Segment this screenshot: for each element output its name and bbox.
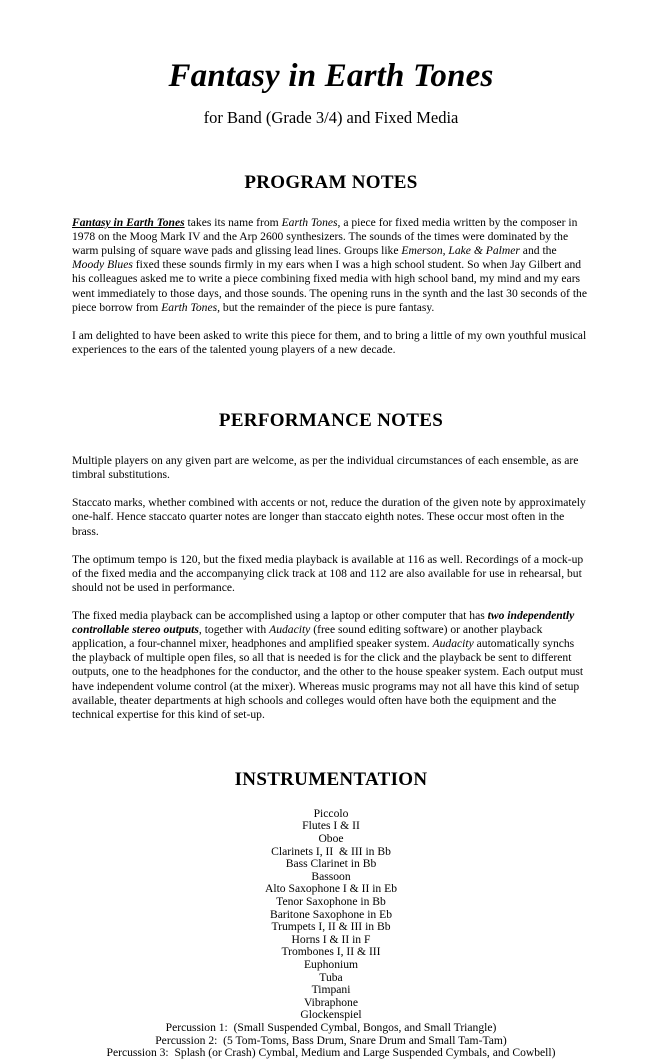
instrumentation-item: Bassoon — [311, 869, 351, 883]
instrumentation-item: Bass Clarinet in Bb — [285, 857, 377, 871]
text-run: and the — [519, 244, 557, 258]
instrumentation-item: Percussion 3: Splash (or Crash) Cymbal, Medium and Large Suspended Cymbals, and Cowbell) — [106, 1046, 556, 1060]
instrumentation-item: Glockenspiel — [300, 1008, 362, 1022]
program-notes-paragraph-2: I am delighted to have been asked to write this piece for them, and to bring a little of my own youthful musical experiences to the ears of the talented young players of a new decade. — [72, 328, 587, 356]
work-title-inline: Fantasy in Earth Tones — [72, 216, 185, 230]
instrumentation-item: Tenor Saxophone in Bb — [276, 894, 386, 908]
text-run-bold-italic: two independently controllable stereo outputs — [72, 609, 575, 637]
section-heading-program-notes: PROGRAM NOTES — [244, 172, 418, 194]
text-run-italic: Earth Tones — [281, 216, 338, 230]
performance-notes-paragraph-2: Staccato marks, whether combined with accents or not, reduce the duration of the given note by approximately one-half. Hence staccato quarter notes are longer than staccato eighth notes. These occur most often in the brass. — [72, 496, 586, 538]
text-run: fixed these sounds firmly in my ears when I was a high school student. So when Jay Gilbert and his colleagues asked me to write a piece combining fixed media with high school band, my mind and my ears went immediately to those days, and those sounds. The opening runs in the synth and the last 30 seconds of the piece borrow from — [72, 258, 587, 314]
text-run: The fixed media playback can be accomplished using a laptop or other computer that has — [72, 609, 488, 623]
instrumentation-item: Vibraphone — [303, 995, 359, 1009]
instrumentation-list — [72, 808, 590, 1060]
performance-notes-paragraph-4 — [72, 609, 590, 722]
performance-notes-paragraph-1: Multiple players on any given part are welcome, as per the individual circumstances of each ensemble, as are timbral substitutions. — [72, 454, 579, 482]
text-run-italic: Moody Blues — [72, 258, 133, 272]
instrumentation-item: Oboe — [318, 832, 344, 845]
text-run: , together with — [198, 623, 270, 637]
text-run: (free sound editing software) or another playback application, a four-channel mixer, headphones and amplified speaker system. — [72, 623, 543, 651]
instrumentation-item: Piccolo — [313, 806, 349, 820]
instrumentation-item: Trumpets I, II & III in Bb — [271, 920, 391, 934]
text-run-italic: Emerson, Lake & Palmer — [401, 244, 520, 258]
title-block — [72, 0, 590, 128]
page-title: Fantasy in Earth Tones — [168, 58, 494, 94]
software-name-audacity: Audacity — [432, 637, 474, 651]
instrumentation-item: Tuba — [319, 970, 343, 984]
text-run-italic: Earth Tones, — [161, 300, 221, 314]
instrumentation-item: Trombones I, II & III — [281, 945, 381, 959]
instrumentation-item: Percussion 1: (Small Suspended Cymbal, Bongos, and Small Triangle) — [165, 1020, 497, 1034]
text-run: automatically synchs the playback of multiple open files, so all that is needed is for the click and the playback be sent to different outputs, one to the headphones for the conductor, and the other to the house speaker system. Each output must have independent volume control (at the mixer). Whereas music programs may not all have this kind of setup available, theater departments at high schools and colleges would often have both the equipment and the technical expertise for this kind of set-up. — [72, 637, 584, 721]
software-name-audacity: Audacity — [269, 623, 311, 637]
instrumentation-item: Horns I & II in F — [291, 932, 371, 946]
instrumentation-item: Alto Saxophone I & II in Eb — [264, 882, 398, 896]
instrumentation-item: Euphonium — [303, 957, 359, 971]
performance-notes-paragraph-3: The optimum tempo is 120, but the fixed media playback is available at 116 as well. Recordings of a mock-up of the fixed media and the accompanying click track at 108 and 112 are also available for use in rehearsal, but should not be used in performance. — [72, 552, 584, 594]
text-run: but the remainder of the piece is pure fantasy. — [220, 300, 435, 314]
instrumentation-item: Percussion 2: (5 Tom-Toms, Bass Drum, Snare Drum and Small Tam-Tam) — [155, 1033, 507, 1047]
instrumentation-item: Timpani — [311, 983, 351, 997]
instrumentation-item: Clarinets I, II & III in Bb — [271, 844, 391, 858]
section-heading-performance-notes: PERFORMANCE NOTES — [218, 410, 444, 432]
text-run: , a piece for fixed media written by the composer in 1978 on the Moog Mark IV and the Arp 2600 synthesizers. The sounds of the times were dominated by the warm pulsing of square wave pads and glissing lead lines. Groups like — [72, 216, 578, 258]
program-notes-paragraph-1 — [72, 216, 590, 315]
page-subtitle: for Band (Grade 3/4) and Fixed Media — [203, 108, 459, 128]
section-heading-instrumentation: INSTRUMENTATION — [234, 768, 428, 790]
instrumentation-item: Baritone Saxophone in Eb — [269, 907, 393, 921]
instrumentation-item: Flutes I & II — [302, 819, 360, 833]
text-run: takes its name from — [184, 216, 282, 230]
